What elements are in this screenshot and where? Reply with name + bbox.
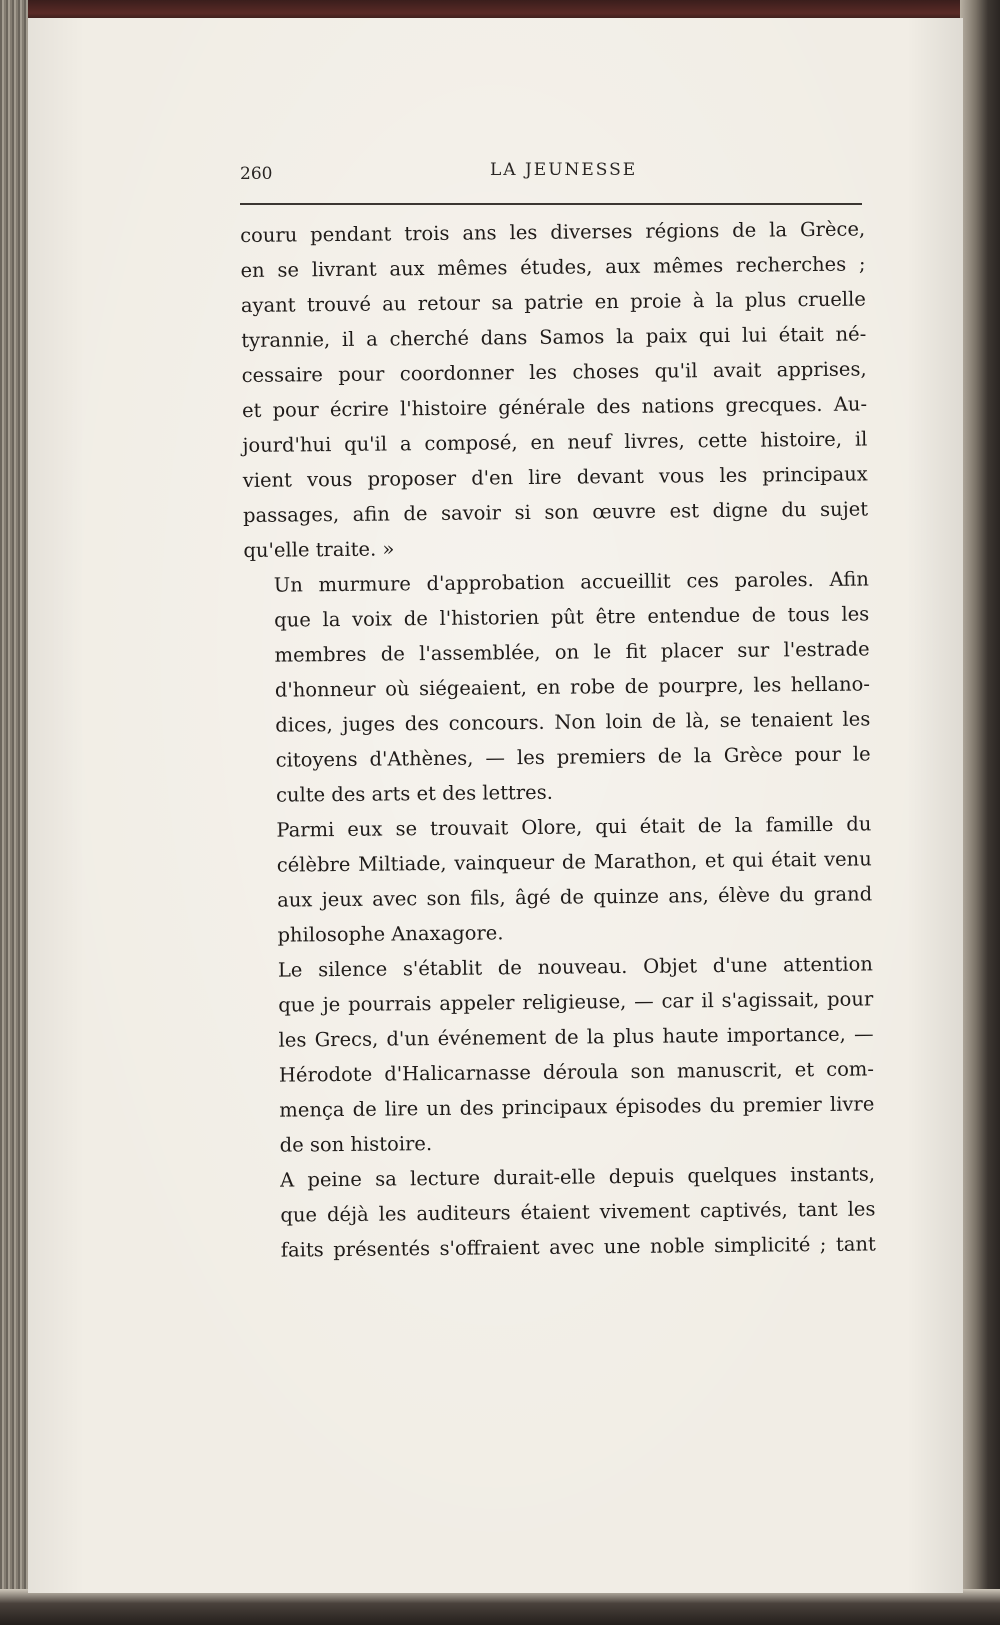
text-line: ayant trouvé au retour sa patrie en proie à la plus cruelle <box>240 287 867 317</box>
text-line: que déjà les auditeurs étaient vivement captivés, tant les <box>280 1197 876 1227</box>
text-line: membres de l'assemblée, on le fit placer sur l'estrade <box>274 637 870 667</box>
text-line: d'honneur où siégeaient, en robe de pourpre, les hellano- <box>274 672 871 702</box>
paragraph-3 <box>246 806 872 953</box>
header-rule <box>240 203 862 205</box>
text-line: passages, afin de savoir si son œuvre est digne du sujet <box>242 497 869 527</box>
book-gutter-edge <box>0 0 28 1625</box>
paragraph-1 <box>240 211 869 568</box>
text-line: de son histoire. <box>279 1132 433 1157</box>
text-line: que la voix de l'historien pût être entendue de tous les <box>274 602 870 632</box>
book-bottom-edge <box>0 1589 1000 1625</box>
page-number: 260 <box>240 164 273 184</box>
text-line: couru pendant trois ans les diverses régions de la Grèce, <box>240 217 866 247</box>
text-line: faits présentés s'offraient avec une noble simplicité ; tant <box>280 1232 876 1262</box>
text-line: Le silence s'établit de nouveau. Objet d'une attention <box>277 952 873 982</box>
paragraph-4 <box>248 946 875 1163</box>
text-line: philosophe Anaxagore. <box>277 921 504 947</box>
text-line: dices, juges des concours. Non loin de là, se tenaient les <box>275 707 871 737</box>
text-line: vient vous proposer d'en lire devant vous les principaux <box>242 462 868 492</box>
text-line: cessaire pour coordonner les choses qu'il avait apprises, <box>241 357 867 387</box>
page-header <box>240 150 900 190</box>
text-line: célèbre Miltiade, vainqueur de Marathon, et qui était venu <box>276 847 872 877</box>
text-line: A peine sa lecture durait-elle depuis quelques instants, <box>279 1162 876 1192</box>
text-line: et pour écrire l'histoire générale des nations grecques. Au- <box>241 392 868 422</box>
text-line: Hérodote d'Halicarnasse déroula son manuscrit, et com- <box>278 1057 875 1087</box>
text-line: en se livrant aux mêmes études, aux mêmes recherches ; <box>240 252 866 282</box>
text-line: citoyens d'Athènes, — les premiers de la Grèce pour le <box>275 742 871 772</box>
paragraph-5 <box>250 1156 876 1268</box>
text-line: Parmi eux se trouvait Olore, qui était de la famille du <box>276 812 872 842</box>
book-fore-edge <box>960 0 1000 1625</box>
text-line: aux jeux avec son fils, âgé de quinze ans, élève du grand <box>277 882 873 912</box>
text-line: jourd'hui qu'il a composé, en neuf livres, cette histoire, il <box>242 427 868 457</box>
text-line: Un murmure d'approbation accueillit ces paroles. Afin <box>273 567 869 597</box>
text-line: culte des arts et des lettres. <box>275 780 553 807</box>
text-line: que je pourrais appeler religieuse, — car il s'agissait, pour <box>278 987 874 1017</box>
text-line: mença de lire un des principaux épisodes du premier livre <box>279 1092 875 1122</box>
text-line: les Grecs, d'un événement de la plus haute importance, — <box>278 1022 874 1052</box>
text-line: qu'elle traite. » <box>243 537 395 562</box>
text-line: tyrannie, il a cherché dans Samos la paix qui lui était né- <box>241 322 867 352</box>
running-head: LA JEUNESSE <box>490 160 638 180</box>
paragraph-2 <box>244 561 872 813</box>
body-text <box>240 211 876 1267</box>
